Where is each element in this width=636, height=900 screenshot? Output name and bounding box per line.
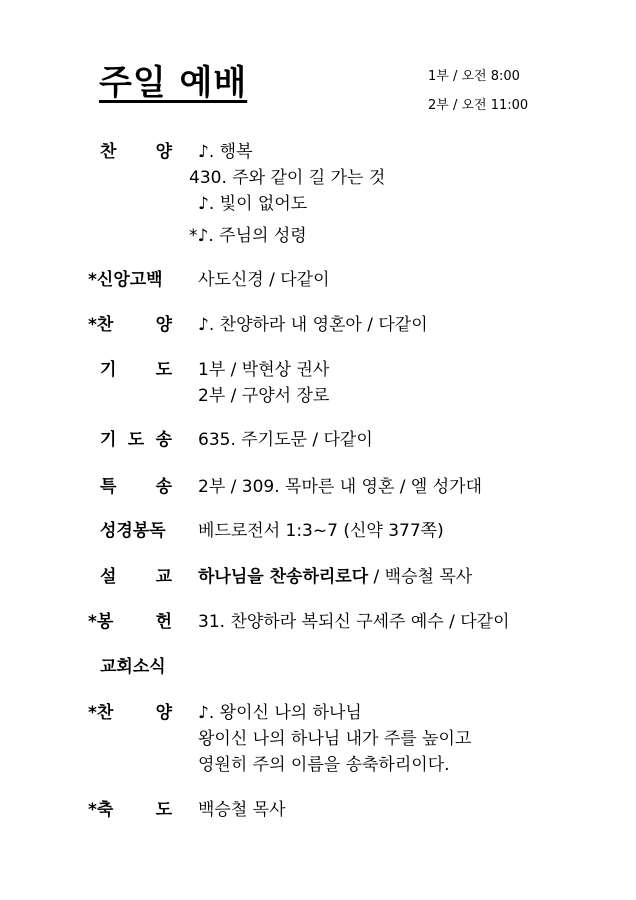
- order-label: *찬 양: [88, 700, 172, 726]
- content-line: [198, 564, 472, 590]
- content-line: 사도신경 / 다같이: [198, 270, 330, 290]
- content-line: ♪. 왕이신 나의 하나님: [198, 703, 362, 723]
- order-content: [198, 267, 330, 293]
- star-mark: *: [88, 315, 97, 335]
- content-line: *♪. 주님의 성령: [189, 226, 307, 246]
- order-content: [198, 700, 471, 778]
- star-mark: *: [88, 800, 97, 820]
- order-label: 찬 양: [100, 142, 172, 162]
- order-label: *축 도: [88, 797, 172, 823]
- order-content: [198, 474, 482, 500]
- content-line: 31. 찬양하라 복되신 구세주 예수 / 다같이: [198, 612, 510, 632]
- content-line: ♪. 빛이 없어도: [198, 194, 308, 214]
- order-label: * 신앙고백: [88, 267, 172, 293]
- order-label: 특 송: [100, 477, 172, 497]
- content-line: ♪. 찬양하라 내 영혼아 / 다같이: [198, 315, 428, 335]
- star-mark: *: [88, 612, 97, 632]
- content-line: 1부 / 박현상 권사: [198, 360, 330, 380]
- content-line: 2부 / 309. 목마른 내 영혼 / 엘 성가대: [198, 477, 482, 497]
- content-line: 백승철 목사: [198, 800, 286, 820]
- order-content: [198, 609, 510, 635]
- content-line: 왕이신 나의 하나님 내가 주를 높이고: [198, 729, 472, 749]
- order-label: 설 교: [100, 567, 172, 587]
- order-content: [198, 797, 286, 823]
- order-label: 교회소식: [100, 657, 166, 677]
- order-content: [198, 357, 329, 409]
- order-content: [198, 427, 373, 453]
- order-label: *봉 헌: [88, 609, 172, 635]
- service-time-first: 1부 / 오전 8:00: [428, 69, 520, 84]
- order-label: 기 도: [100, 360, 172, 380]
- sermon-preacher: / 백승철 목사: [368, 567, 473, 587]
- order-label: *찬 양: [88, 312, 172, 338]
- star-mark: *: [88, 270, 97, 290]
- order-label: 성경봉독: [100, 521, 166, 541]
- order-content: [198, 312, 428, 338]
- sermon-title: 하나님을 찬송하리로다: [198, 567, 369, 587]
- service-time-second: 2부 / 오전 11:00: [428, 98, 529, 113]
- content-line: 430. 주와 같이 길 가는 것: [189, 168, 386, 188]
- order-content: [198, 564, 472, 590]
- content-line: ♪. 행복: [198, 142, 253, 162]
- content-line: 2부 / 구양서 장로: [198, 386, 330, 406]
- star-mark: *: [88, 703, 97, 723]
- content-line: 635. 주기도문 / 다같이: [198, 430, 373, 450]
- order-label: 기 도 송: [100, 430, 172, 450]
- page-title: 주일 예배: [99, 63, 248, 103]
- order-content: [198, 518, 444, 544]
- content-line: 베드로전서 1:3~7 (신약 377쪽): [198, 521, 444, 541]
- order-content: [189, 139, 386, 249]
- content-line: 영원히 주의 이름을 송축하리이다.: [198, 755, 450, 775]
